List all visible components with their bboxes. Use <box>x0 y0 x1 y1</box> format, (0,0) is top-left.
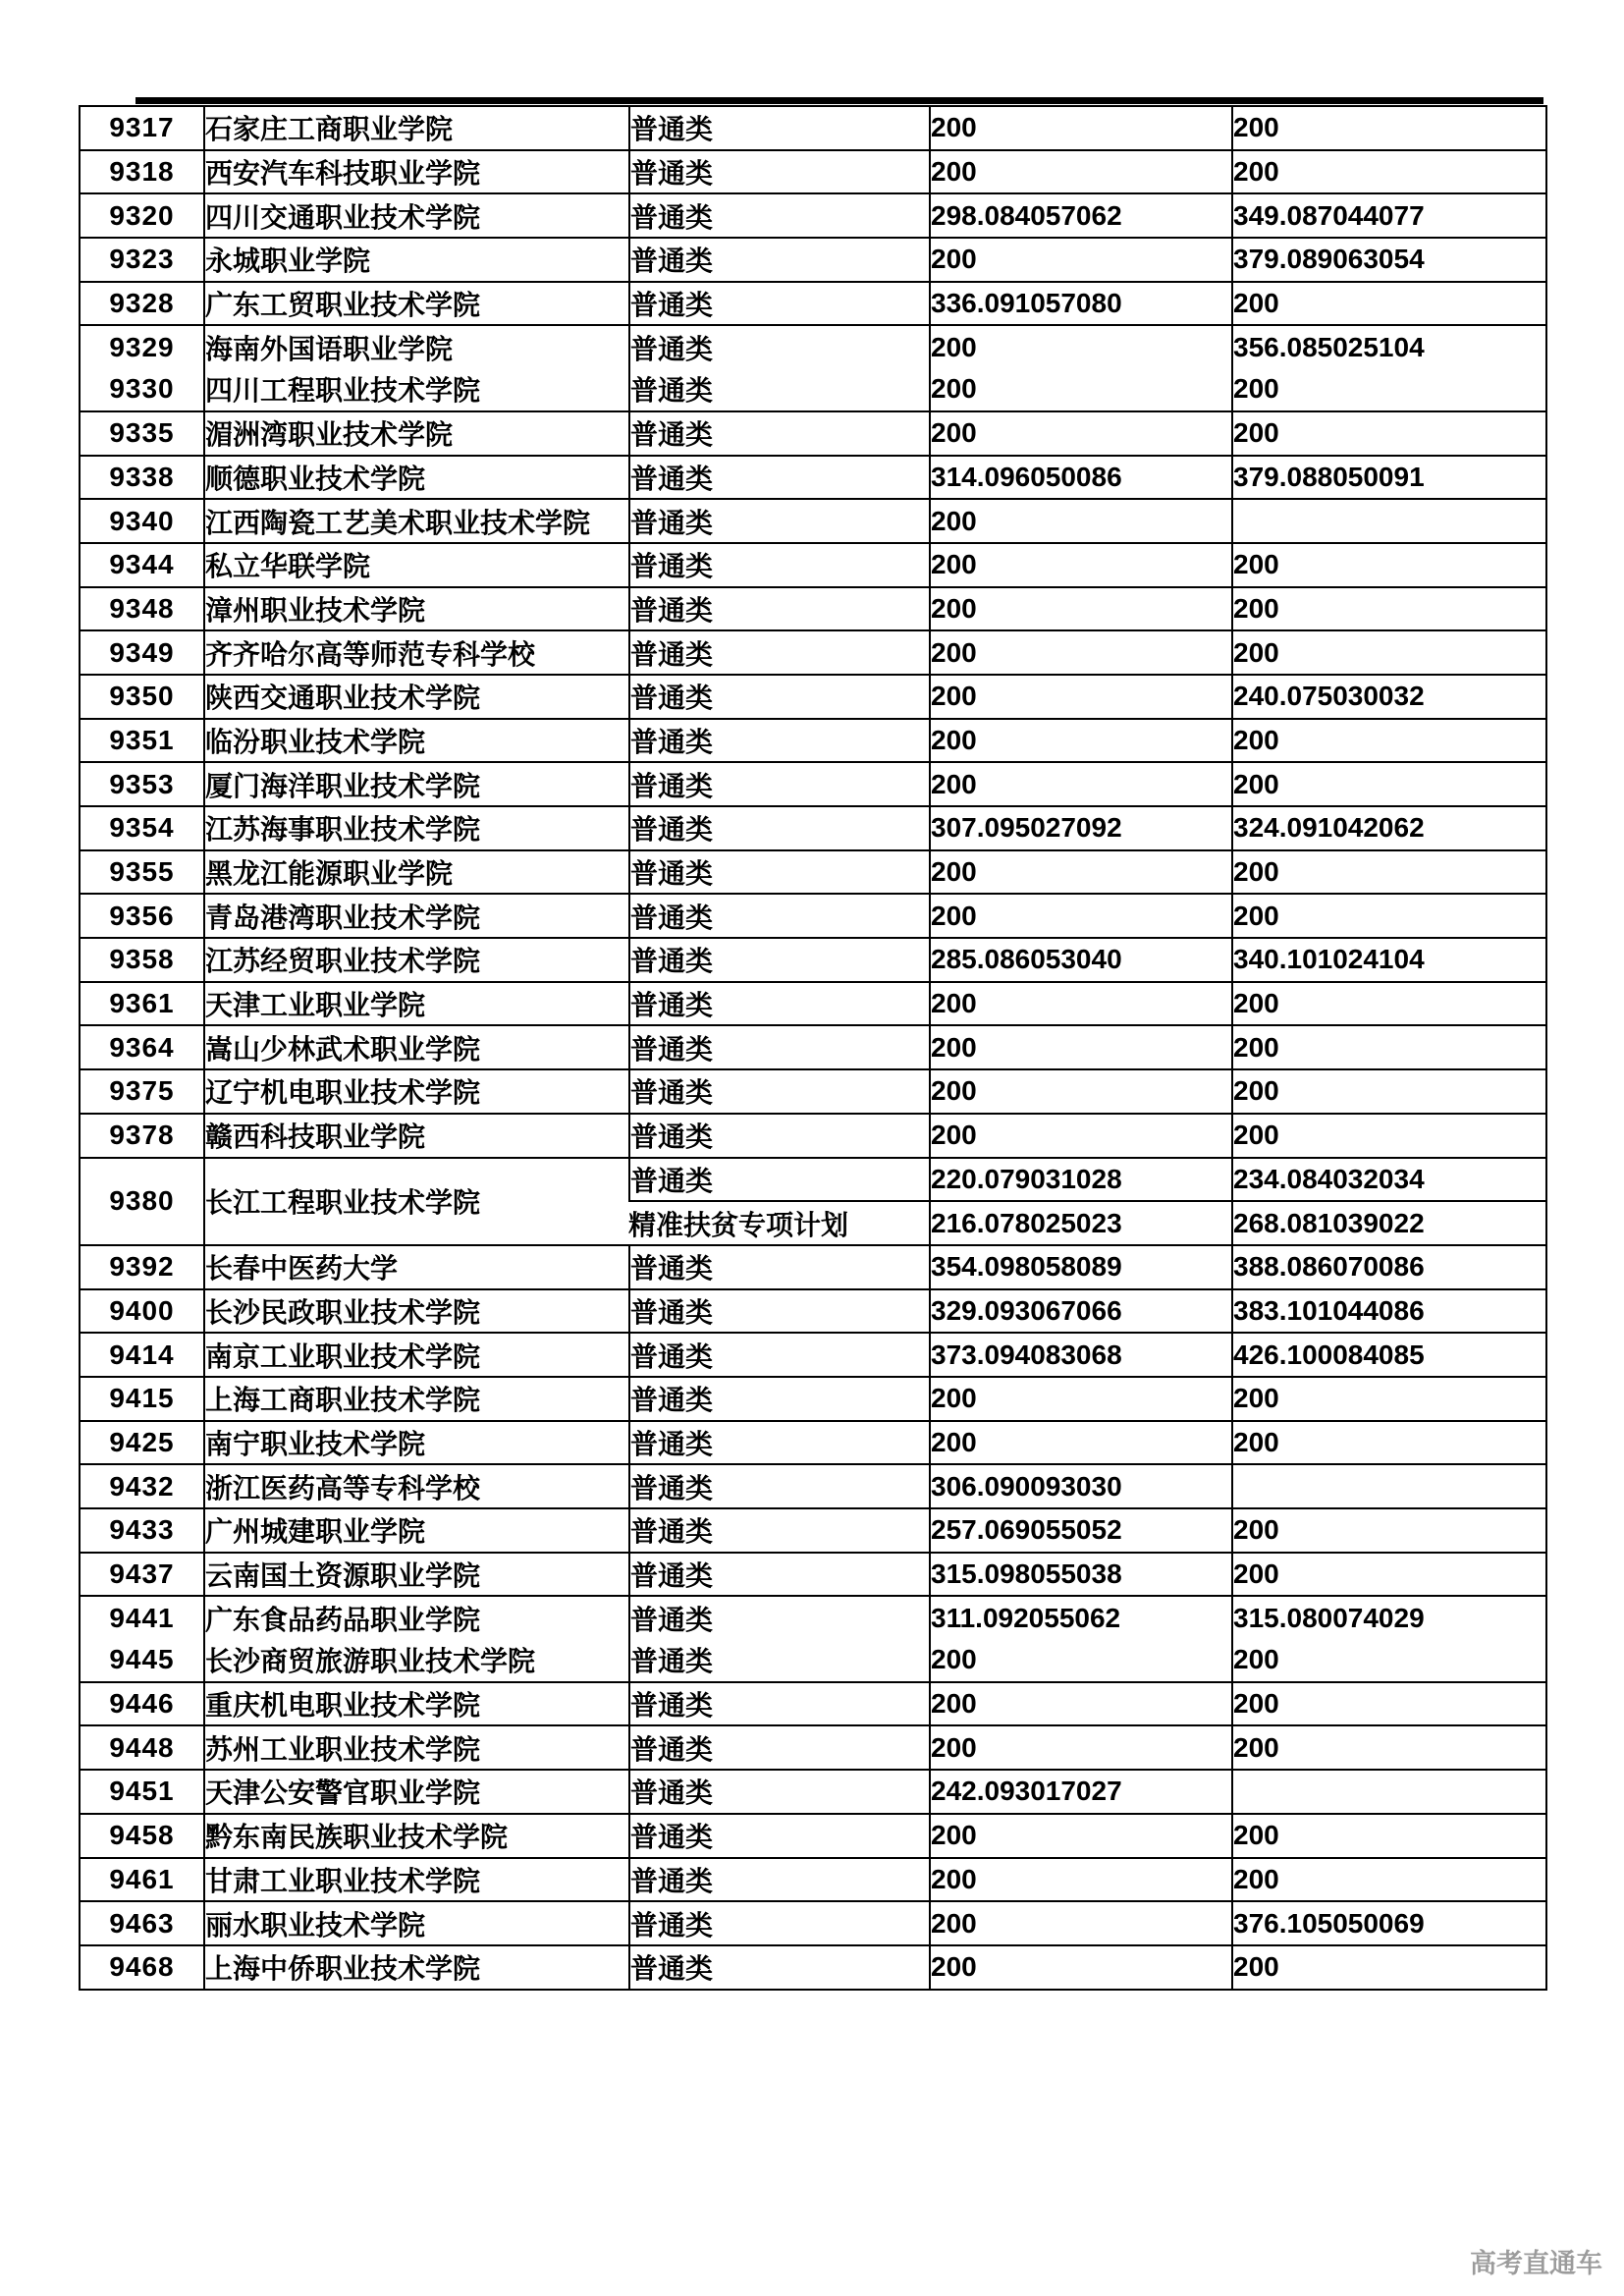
row-code-cell: 9414 <box>81 1334 203 1378</box>
row-category-cell: 普通类 <box>628 807 929 851</box>
row-score2-cell: 200 <box>1231 1639 1545 1683</box>
row-score2-cell: 200 <box>1231 631 1545 676</box>
row-category-cell: 普通类 <box>628 676 929 720</box>
row-code-cell: 9461 <box>81 1859 203 1903</box>
table-row <box>81 983 1545 1027</box>
row-category-cell: 普通类 <box>628 1026 929 1070</box>
row-category-cell: 普通类 <box>628 457 929 501</box>
row-score1-cell: 298.084057062 <box>929 194 1231 239</box>
row-school-cell: 齐齐哈尔高等师范专科学校 <box>203 631 628 676</box>
table-row <box>81 283 1545 327</box>
row-category-cell: 普通类 <box>628 720 929 764</box>
row-score1-cell: 200 <box>929 1902 1231 1946</box>
row-score1-cell: 200 <box>929 500 1231 544</box>
row-category-cell: 普通类 <box>628 631 929 676</box>
row-code-cell: 9364 <box>81 1026 203 1070</box>
row-code-cell: 9437 <box>81 1554 203 1598</box>
row-school-cell: 南宁职业技术学院 <box>203 1422 628 1466</box>
row-category-cell: 普通类 <box>628 500 929 544</box>
row-school-cell: 湄洲湾职业技术学院 <box>203 412 628 457</box>
row-score2-cell: 240.075030032 <box>1231 676 1545 720</box>
row-category-cell: 普通类 <box>628 1726 929 1771</box>
row-code-cell: 9451 <box>81 1771 203 1815</box>
table-row <box>81 1597 1545 1639</box>
row-school-cell: 临汾职业技术学院 <box>203 720 628 764</box>
row-score1-cell: 306.090093030 <box>929 1465 1231 1509</box>
row-code-cell: 9400 <box>81 1290 203 1335</box>
row-category-cell: 普通类 <box>628 1159 929 1203</box>
row-category-cell: 普通类 <box>628 239 929 283</box>
row-category-cell: 普通类 <box>628 1422 929 1466</box>
table-row <box>81 1815 1545 1859</box>
row-score2-cell: 200 <box>1231 1726 1545 1771</box>
table-row <box>81 1070 1545 1115</box>
row-code-cell: 9349 <box>81 631 203 676</box>
row-score2-cell <box>1231 1465 1545 1509</box>
row-score2-cell: 200 <box>1231 1070 1545 1115</box>
row-score1-cell: 216.078025023 <box>929 1202 1231 1246</box>
row-score2-cell: 200 <box>1231 588 1545 632</box>
row-score1-cell: 200 <box>929 368 1231 412</box>
row-category-cell: 普通类 <box>628 1115 929 1159</box>
row-school-cell: 辽宁机电职业技术学院 <box>203 1070 628 1115</box>
table-top-thick-border <box>135 97 1543 104</box>
row-score2-cell: 200 <box>1231 1378 1545 1422</box>
row-score2-cell: 383.101044086 <box>1231 1290 1545 1335</box>
row-category-cell: 普通类 <box>628 763 929 807</box>
row-school-cell: 嵩山少林武术职业学院 <box>203 1026 628 1070</box>
row-score2-cell: 234.084032034 <box>1231 1159 1545 1203</box>
table-row <box>81 1378 1545 1422</box>
row-code-cell: 9378 <box>81 1115 203 1159</box>
row-score2-cell <box>1231 1771 1545 1815</box>
row-score1-cell: 329.093067066 <box>929 1290 1231 1335</box>
row-score2-cell: 200 <box>1231 1946 1545 1989</box>
row-school-cell: 广东食品药品职业学院 <box>203 1597 628 1639</box>
table-row <box>81 500 1545 544</box>
table-row <box>81 851 1545 896</box>
row-code-cell: 9356 <box>81 895 203 939</box>
table-row <box>81 107 1545 151</box>
table-row <box>81 1726 1545 1771</box>
row-score1-cell: 315.098055038 <box>929 1554 1231 1598</box>
table-row <box>81 1026 1545 1070</box>
row-code-cell: 9318 <box>81 151 203 195</box>
row-school-cell: 甘肃工业职业技术学院 <box>203 1859 628 1903</box>
row-school-cell: 顺德职业技术学院 <box>203 457 628 501</box>
row-school-cell: 长沙民政职业技术学院 <box>203 1290 628 1335</box>
row-category-cell: 普通类 <box>628 544 929 588</box>
row-category-cell: 普通类 <box>628 1378 929 1422</box>
row-score1-cell: 200 <box>929 763 1231 807</box>
row-category-cell: 普通类 <box>628 1290 929 1335</box>
row-school-cell: 厦门海洋职业技术学院 <box>203 763 628 807</box>
table-row <box>81 763 1545 807</box>
row-score2-cell: 200 <box>1231 1859 1545 1903</box>
row-score1-cell: 200 <box>929 1026 1231 1070</box>
row-category-cell: 普通类 <box>628 326 929 368</box>
row-category-cell: 普通类 <box>628 1070 929 1115</box>
row-category-cell: 精准扶贫专项计划 <box>628 1202 929 1246</box>
row-code-cell: 9344 <box>81 544 203 588</box>
row-score1-cell: 220.079031028 <box>929 1159 1231 1203</box>
row-score1-cell: 200 <box>929 1422 1231 1466</box>
table-row <box>81 457 1545 501</box>
table-body <box>81 107 1545 1989</box>
row-code-cell: 9323 <box>81 239 203 283</box>
table-row <box>81 1115 1545 1159</box>
row-school-cell: 重庆机电职业技术学院 <box>203 1683 628 1727</box>
row-school-cell: 上海中侨职业技术学院 <box>203 1946 628 1989</box>
row-score2-cell: 200 <box>1231 1115 1545 1159</box>
row-score2-cell: 200 <box>1231 283 1545 327</box>
row-score2-cell: 200 <box>1231 1554 1545 1598</box>
row-code-cell: 9348 <box>81 588 203 632</box>
row-school-cell: 天津公安警官职业学院 <box>203 1771 628 1815</box>
row-school-cell: 江西陶瓷工艺美术职业技术学院 <box>203 500 628 544</box>
row-score2-cell: 379.089063054 <box>1231 239 1545 283</box>
row-code-cell: 9432 <box>81 1465 203 1509</box>
row-score1-cell: 200 <box>929 1070 1231 1115</box>
table-row <box>81 1422 1545 1466</box>
row-category-cell: 普通类 <box>628 1815 929 1859</box>
table-row <box>81 676 1545 720</box>
row-score1-cell: 200 <box>929 588 1231 632</box>
table-row <box>81 588 1545 632</box>
row-school-cell: 广东工贸职业技术学院 <box>203 283 628 327</box>
row-code-cell: 9335 <box>81 412 203 457</box>
row-category-cell: 普通类 <box>628 412 929 457</box>
row-code-cell: 9355 <box>81 851 203 896</box>
row-school-cell: 江苏海事职业技术学院 <box>203 807 628 851</box>
table-row <box>81 1946 1545 1989</box>
row-code-cell: 9468 <box>109 1951 175 1983</box>
row-code-cell: 9392 <box>81 1246 203 1290</box>
row-category-cell: 普通类 <box>628 1771 929 1815</box>
row-score2-cell: 200 <box>1231 368 1545 412</box>
row-score2-cell: 200 <box>1231 1815 1545 1859</box>
row-category-cell: 普通类 <box>628 588 929 632</box>
row-score2-cell <box>1231 500 1545 544</box>
row-code-cell: 9330 <box>81 368 203 412</box>
table-row <box>81 412 1545 457</box>
row-code-cell: 9375 <box>81 1070 203 1115</box>
row-school-cell: 西安汽车科技职业学院 <box>203 151 628 195</box>
row-code-cell: 9329 <box>109 331 175 362</box>
row-school-cell: 上海工商职业技术学院 <box>203 1378 628 1422</box>
table-row <box>81 1159 1545 1203</box>
row-category-cell: 普通类 <box>628 939 929 983</box>
row-code-cell: 9458 <box>81 1815 203 1859</box>
row-school-cell: 长江工程职业技术学院 <box>203 1159 628 1246</box>
row-code-cell: 9351 <box>81 720 203 764</box>
row-category-cell: 普通类 <box>628 1597 929 1639</box>
row-code-cell: 9317 <box>81 107 203 151</box>
row-score1-cell: 200 <box>929 1639 1231 1683</box>
table-row <box>81 1902 1545 1946</box>
row-code-cell: 9445 <box>81 1639 203 1683</box>
row-score1-cell: 307.095027092 <box>929 807 1231 851</box>
row-score1-cell: 257.069055052 <box>929 1509 1231 1554</box>
row-score1-cell: 200 <box>929 631 1231 676</box>
row-code-cell: 9380 <box>81 1159 203 1246</box>
row-category-cell: 普通类 <box>628 1509 929 1554</box>
row-score1-cell: 200 <box>929 107 1231 151</box>
row-code-cell: 9320 <box>81 194 203 239</box>
row-score2-cell: 388.086070086 <box>1231 1246 1545 1290</box>
row-score2-cell: 200 <box>1231 1422 1545 1466</box>
row-score2-cell: 200 <box>1231 895 1545 939</box>
table-row <box>81 1683 1545 1727</box>
row-score1-cell: 336.091057080 <box>929 283 1231 327</box>
row-score2-cell: 200 <box>1231 983 1545 1027</box>
row-score2-cell: 349.087044077 <box>1231 194 1545 239</box>
row-school-cell: 漳州职业技术学院 <box>203 588 628 632</box>
row-category-cell: 普通类 <box>628 283 929 327</box>
row-category-cell: 普通类 <box>628 1465 929 1509</box>
row-school-cell: 石家庄工商职业学院 <box>203 107 628 151</box>
row-category-cell: 普通类 <box>628 983 929 1027</box>
admission-scores-table <box>79 105 1547 1991</box>
row-score2-cell: 376.105050069 <box>1231 1902 1545 1946</box>
row-score1-cell: 200 <box>929 1683 1231 1727</box>
row-school-cell: 广州城建职业学院 <box>203 1509 628 1554</box>
row-score1-cell: 311.092055062 <box>929 1597 1231 1639</box>
row-score1-cell: 200 <box>929 895 1231 939</box>
row-school-cell: 四川工程职业技术学院 <box>203 368 628 412</box>
row-school-cell: 南京工业职业技术学院 <box>203 1334 628 1378</box>
row-score1-cell: 200 <box>929 544 1231 588</box>
row-category-cell: 普通类 <box>628 1859 929 1903</box>
row-category-cell: 普通类 <box>628 194 929 239</box>
row-score2-cell: 200 <box>1231 107 1545 151</box>
row-score1-cell: 200 <box>929 1946 1231 1989</box>
table-row <box>81 1465 1545 1509</box>
row-code-cell: 9361 <box>81 983 203 1027</box>
row-school-cell: 青岛港湾职业技术学院 <box>203 895 628 939</box>
table-row <box>81 1246 1545 1290</box>
row-school-cell: 长沙商贸旅游职业技术学院 <box>203 1639 628 1683</box>
row-category-cell: 普通类 <box>628 1902 929 1946</box>
row-school-cell: 海南外国语职业学院 <box>203 326 628 368</box>
table-row <box>81 720 1545 764</box>
row-code-cell: 9448 <box>81 1726 203 1771</box>
row-score1-cell: 200 <box>929 676 1231 720</box>
row-code-cell: 9433 <box>81 1509 203 1554</box>
row-score2-cell: 340.101024104 <box>1231 939 1545 983</box>
row-score2-cell: 356.085025104 <box>1231 326 1545 368</box>
row-school-cell: 苏州工业职业技术学院 <box>203 1726 628 1771</box>
table-row <box>81 807 1545 851</box>
row-score1-cell: 200 <box>929 1726 1231 1771</box>
table-row <box>81 1771 1545 1815</box>
row-school-cell: 陕西交通职业技术学院 <box>203 676 628 720</box>
row-score1-cell: 200 <box>929 326 1231 368</box>
row-score1-cell: 242.093017027 <box>929 1771 1231 1815</box>
row-category-cell: 普通类 <box>628 1246 929 1290</box>
row-score2-cell: 200 <box>1231 851 1545 896</box>
row-category-cell: 普通类 <box>628 1334 929 1378</box>
row-code-cell: 9354 <box>81 807 203 851</box>
row-score2-cell: 200 <box>1231 763 1545 807</box>
table-row <box>81 1859 1545 1903</box>
row-score2-cell: 200 <box>1231 1026 1545 1070</box>
row-score1-cell: 200 <box>929 1115 1231 1159</box>
row-score1-cell: 285.086053040 <box>929 939 1231 983</box>
row-code-cell: 9446 <box>81 1683 203 1727</box>
row-score2-cell: 200 <box>1231 151 1545 195</box>
table-row <box>81 1554 1545 1598</box>
table-row <box>81 1509 1545 1554</box>
row-score1-cell: 314.096050086 <box>929 457 1231 501</box>
table-row <box>81 151 1545 195</box>
row-school-cell: 黑龙江能源职业学院 <box>203 851 628 896</box>
row-category-cell: 普通类 <box>628 895 929 939</box>
row-score2-cell: 324.091042062 <box>1231 807 1545 851</box>
row-school-cell: 赣西科技职业学院 <box>203 1115 628 1159</box>
row-category-cell: 普通类 <box>628 151 929 195</box>
row-score1-cell: 200 <box>929 1815 1231 1859</box>
table-row <box>81 1334 1545 1378</box>
row-code-cell: 9328 <box>81 283 203 327</box>
watermark-text: 高考直通车 <box>1470 2249 1602 2278</box>
row-score1-cell: 200 <box>929 720 1231 764</box>
row-score2-cell: 315.080074029 <box>1231 1597 1545 1639</box>
row-code-cell: 9425 <box>81 1422 203 1466</box>
row-score2-cell: 200 <box>1231 412 1545 457</box>
row-code-cell: 9353 <box>81 763 203 807</box>
row-score2-cell: 200 <box>1231 1683 1545 1727</box>
row-score1-cell: 200 <box>929 1859 1231 1903</box>
row-school-cell: 云南国土资源职业学院 <box>203 1554 628 1598</box>
row-code-cell: 9463 <box>81 1902 203 1946</box>
row-score1-cell: 200 <box>929 239 1231 283</box>
row-school-cell: 江苏经贸职业技术学院 <box>203 939 628 983</box>
row-school-cell: 长春中医药大学 <box>203 1246 628 1290</box>
table-row <box>81 368 1545 412</box>
row-school-cell: 永城职业学院 <box>203 239 628 283</box>
row-score1-cell: 200 <box>929 151 1231 195</box>
row-score1-cell: 200 <box>929 983 1231 1027</box>
row-score2-cell: 200 <box>1231 720 1545 764</box>
table-row <box>81 895 1545 939</box>
table-row <box>81 544 1545 588</box>
table-row <box>81 631 1545 676</box>
row-category-cell: 普通类 <box>628 1554 929 1598</box>
table-row <box>81 1639 1545 1683</box>
row-code-cell: 9338 <box>81 457 203 501</box>
row-code-cell: 9340 <box>81 500 203 544</box>
row-code-cell: 9415 <box>81 1378 203 1422</box>
row-score2-cell: 268.081039022 <box>1231 1202 1545 1246</box>
row-score1-cell: 200 <box>929 412 1231 457</box>
row-code-cell: 9358 <box>81 939 203 983</box>
row-code-cell: 9441 <box>109 1602 175 1633</box>
row-score1-cell: 354.098058089 <box>929 1246 1231 1290</box>
row-school-cell: 黔东南民族职业技术学院 <box>203 1815 628 1859</box>
table-row <box>81 194 1545 239</box>
row-school-cell: 四川交通职业技术学院 <box>203 194 628 239</box>
row-school-cell: 私立华联学院 <box>203 544 628 588</box>
row-score1-cell: 200 <box>929 851 1231 896</box>
row-category-cell: 普通类 <box>628 851 929 896</box>
row-score2-cell: 200 <box>1231 544 1545 588</box>
row-score1-cell: 373.094083068 <box>929 1334 1231 1378</box>
row-school-cell: 天津工业职业学院 <box>203 983 628 1027</box>
table-row <box>81 239 1545 283</box>
table-row <box>81 326 1545 368</box>
row-category-cell: 普通类 <box>628 368 929 412</box>
table-row <box>81 939 1545 983</box>
table-row <box>81 1290 1545 1335</box>
row-score2-cell: 379.088050091 <box>1231 457 1545 501</box>
row-category-cell: 普通类 <box>628 1946 929 1989</box>
row-category-cell: 普通类 <box>628 107 929 151</box>
row-score2-cell: 200 <box>1231 1509 1545 1554</box>
row-score1-cell: 200 <box>929 1378 1231 1422</box>
row-code-cell: 9350 <box>81 676 203 720</box>
row-score2-cell: 426.100084085 <box>1231 1334 1545 1378</box>
row-school-cell: 丽水职业技术学院 <box>203 1902 628 1946</box>
row-school-cell: 浙江医药高等专科学校 <box>203 1465 628 1509</box>
row-category-cell: 普通类 <box>628 1639 929 1683</box>
row-category-cell: 普通类 <box>628 1683 929 1727</box>
